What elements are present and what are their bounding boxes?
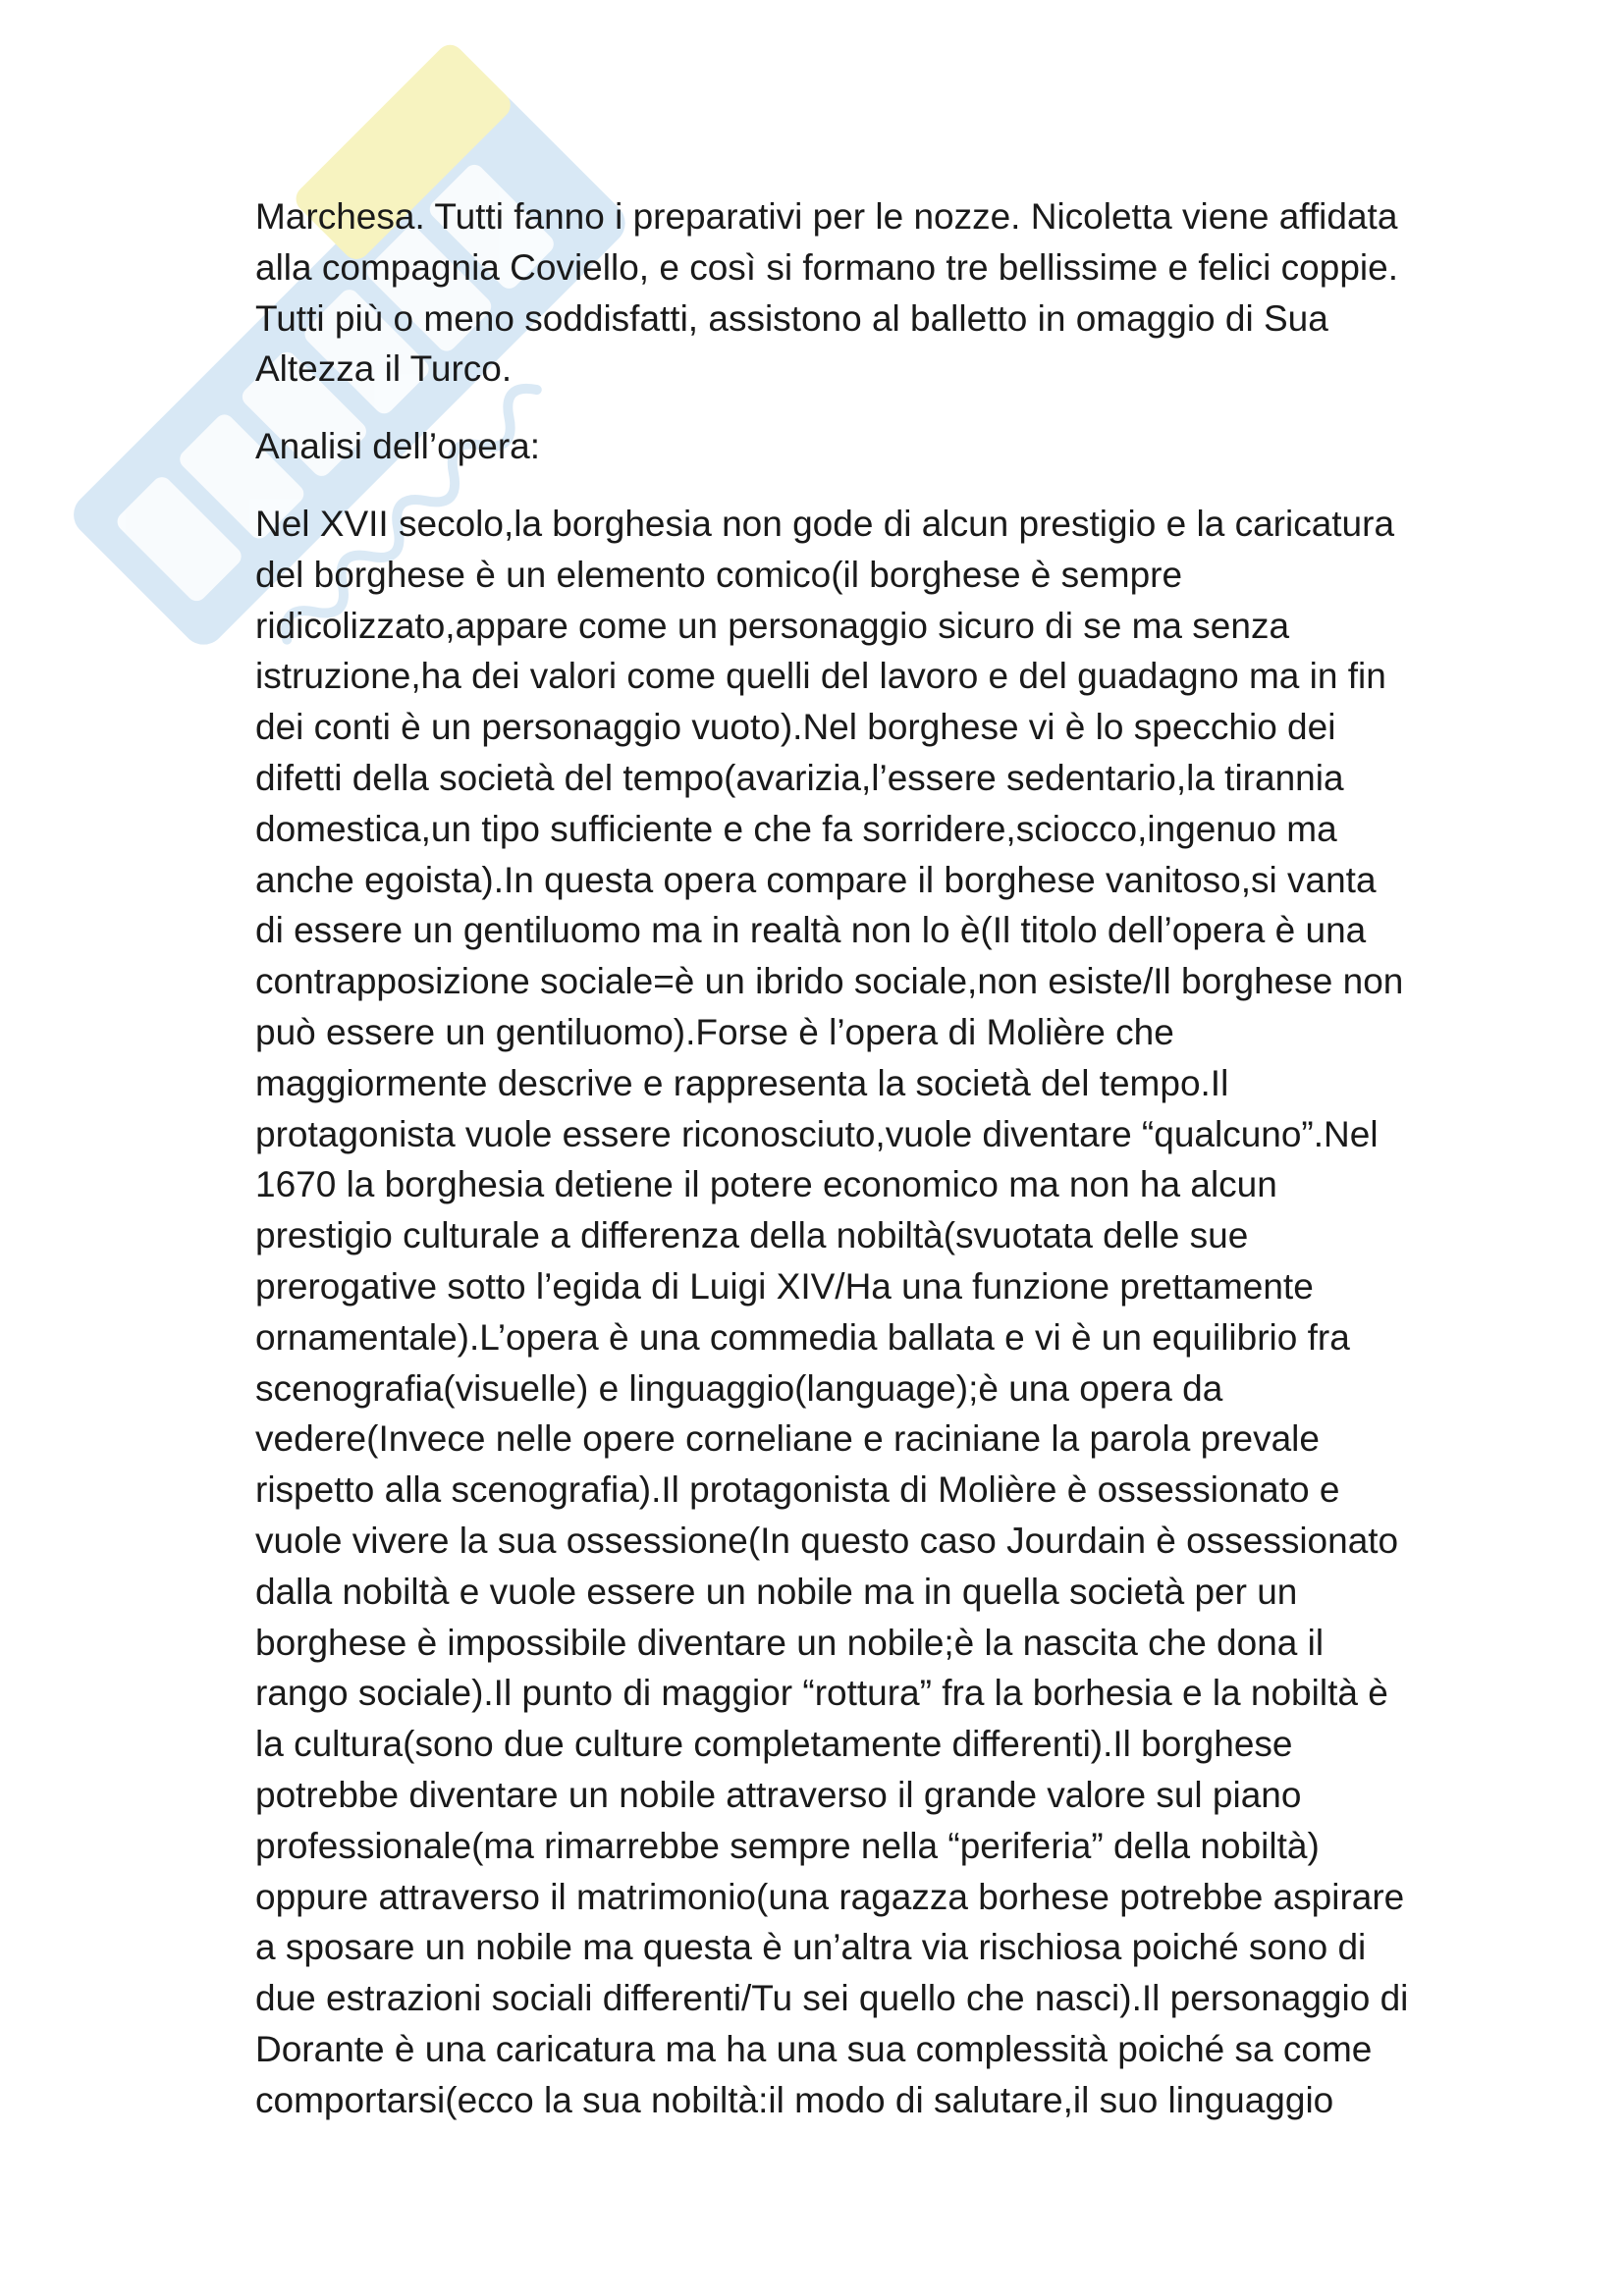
paragraph-plot-ending (255, 191, 1483, 395)
paragraph-spacer (255, 472, 1483, 499)
text-line: vedere(Invece nelle opere corneliane e raciniane la parola prevale (255, 1418, 1320, 1460)
text-line: del borghese è un elemento comico(il borghese è sempre (255, 554, 1183, 595)
text-line: rispetto alla scenografia).Il protagonista di Molière è ossessionato e (255, 1469, 1340, 1511)
text-line: ornamentale).L’opera è una commedia ballata e vi è un equilibrio fra (255, 1316, 1350, 1358)
text-line: dei conti è un personaggio vuoto).Nel borghese vi è lo specchio dei (255, 707, 1336, 748)
text-line: anche egoista).In questa opera compare il borghese vanitoso,si vanta (255, 859, 1377, 900)
text-line: alla compagnia Coviello, e così si formano tre bellissime e felici coppie. (255, 246, 1398, 288)
text-line: Nel XVII secolo,la borghesia non gode di alcun prestigio e la caricatura (255, 503, 1395, 544)
section-heading (255, 421, 1483, 472)
paragraph-analysis (255, 499, 1483, 2126)
heading-analysis: Analisi dell’opera: (255, 426, 541, 467)
text-line: potrebbe diventare un nobile attraverso il grande valore sul piano (255, 1774, 1302, 1815)
text-line: Marchesa. Tutti fanno i preparativi per le nozze. Nicoletta viene affidata (255, 196, 1398, 237)
text-line: dalla nobiltà e vuole essere un nobile ma in quella società per un (255, 1571, 1298, 1612)
text-line: domestica,un tipo sufficiente e che fa sorridere,sciocco,ingenuo ma (255, 808, 1337, 849)
text-line: prestigio culturale a differenza della nobiltà(svuotata delle sue (255, 1215, 1249, 1256)
text-line: comportarsi(ecco la sua nobiltà:il modo di salutare,il suo linguaggio (255, 2079, 1334, 2120)
text-line: maggiormente descrive e rappresenta la società del tempo.Il (255, 1062, 1229, 1103)
text-line: difetti della società del tempo(avarizia,l’essere sedentario,la tirannia (255, 757, 1344, 798)
text-line: Altezza il Turco. (255, 348, 513, 390)
text-line: professionale(ma rimarrebbe sempre nella “periferia” della nobiltà) (255, 1825, 1320, 1866)
text-line: Tutti più o meno soddisfatti, assistono al balletto in omaggio di Sua (255, 297, 1328, 339)
text-line: scenografia(visuelle) e linguaggio(language);è una opera da (255, 1367, 1223, 1409)
text-line: oppure attraverso il matrimonio(una ragazza borhese potrebbe aspirare (255, 1876, 1405, 1917)
text-line: protagonista vuole essere riconosciuto,vuole diventare “qualcuno”.Nel (255, 1113, 1379, 1154)
text-line: può essere un gentiluomo).Forse è l’opera di Molière che (255, 1011, 1174, 1052)
text-line: ridicolizzato,appare come un personaggio sicuro di se ma senza (255, 605, 1290, 646)
text-line: la cultura(sono due culture completamente differenti).Il borghese (255, 1724, 1293, 1765)
document-body (255, 191, 1483, 2125)
text-line: Dorante è una caricatura ma ha una sua complessità poiché sa come (255, 2028, 1373, 2069)
text-line: prerogative sotto l’egida di Luigi XIV/Ha una funzione prettamente (255, 1265, 1314, 1307)
text-line: vuole vivere la sua ossessione(In questo caso Jourdain è ossessionato (255, 1520, 1399, 1561)
text-line: istruzione,ha dei valori come quelli del lavoro e del guadagno ma in fin (255, 656, 1386, 697)
text-line: contrapposizione sociale=è un ibrido sociale,non esiste/Il borghese non (255, 961, 1404, 1002)
text-line: borghese è impossibile diventare un nobile;è la nascita che dona il (255, 1622, 1325, 1663)
text-line: 1670 la borghesia detiene il potere economico ma non ha alcun (255, 1164, 1277, 1205)
text-line: rango sociale).Il punto di maggior “rottura” fra la borhesia e la nobiltà è (255, 1673, 1388, 1714)
paragraph-spacer (255, 395, 1483, 421)
text-line: due estrazioni sociali differenti/Tu sei quello che nasci).Il personaggio di (255, 1978, 1409, 2019)
text-line: di essere un gentiluomo ma in realtà non lo è(Il titolo dell’opera è una (255, 910, 1367, 951)
text-line: a sposare un nobile ma questa è un’altra via rischiosa poiché sono di (255, 1927, 1367, 1968)
